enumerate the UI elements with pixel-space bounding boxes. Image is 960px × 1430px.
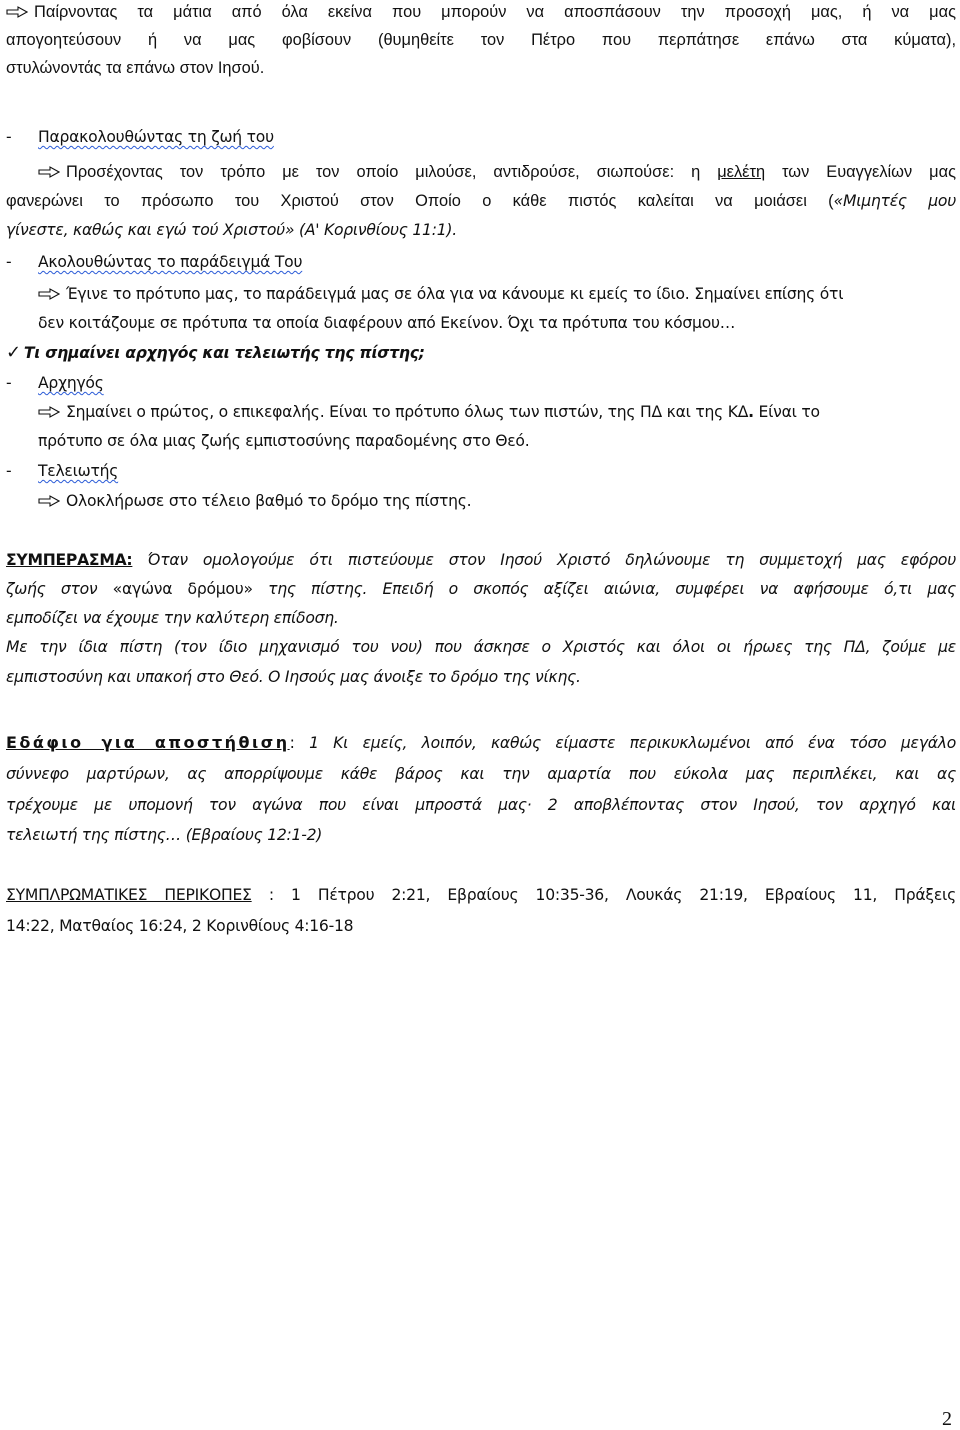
supplementary-line-2: 14:22, Ματθαίος 16:24, 2 Κορινθίους 4:16-18 <box>6 917 354 935</box>
leader-title: Αρχηγός <box>38 374 104 392</box>
conclusion-line-5: εμπιστοσύνη και υπακοή στο Θεό. Ο Ιησούς μας άνοιξε το δρόμο της νίκης. <box>6 668 581 686</box>
arrow-icon <box>6 6 28 18</box>
study-link[interactable]: μελέτη <box>717 163 766 181</box>
section-example-line-1: Έγινε το πρότυπο μας, το παράδειγμά μας σε όλα για να κάνουμε κι εμείς το ίδιο. Σημαίνει επίσης ότι <box>6 283 843 305</box>
intro-line-3: στυλώνοντάς τα επάνω στον Ιησού. <box>6 59 265 77</box>
intro-line-2: απογοητεύσουν ή να μας φοβίσουν (θυμηθείτε τον Πέτρο που περπάτησε επάνω στα κύματα), <box>6 31 956 49</box>
section-follow-title: Παρακολουθώντας τη ζωή του <box>38 128 274 146</box>
conclusion-line-1: ΣΥΜΠΕΡΑΣΜΑ: Όταν ομολογούμε ότι πιστεύουμε στον Ιησού Χριστό δηλώνουμε τη συμμετοχή μας εφόρου <box>6 551 956 569</box>
study-text-line-4: τελειωτή της πίστης… (Εβραίους 12:1-2) <box>6 826 323 844</box>
section-follow-line-3: γίνεστε, καθώς και εγώ τού Χριστού» (Α' Κορινθίους 11:1). <box>6 221 457 239</box>
supplementary-label: ΣΥΜΠΛΡΩΜΑΤΙΚΕΣ ΠΕΡΙΚΟΠΕΣ <box>6 886 252 904</box>
section-follow-line-1: Προσέχοντας τον τρόπο με τον οποίο μιλούσε, αντιδρούσε, σιωπούσε: η μελέτη των Ευαγγελίων μας <box>6 161 956 183</box>
conclusion-label: ΣΥΜΠΕΡΑΣΜΑ: <box>6 551 133 569</box>
study-text-line-1: Εδάφιο για αποστήθιση: 1 Κι εμείς, λοιπόν, καθώς είμαστε περικυκλωμένοι από ένα τόσο μεγάλο <box>6 733 957 752</box>
conclusion-line-3: εμποδίζει να έχουμε την καλύτερη επίδοση. <box>6 609 339 627</box>
arrow-icon <box>38 288 60 300</box>
leader-line-2: πρότυπο σε όλα μιας ζωής εμπιστοσύνης παραδομένης στο Θεό. <box>38 432 530 450</box>
section-follow-line-2: φανερώνει το πρόσωπο του Χριστού στον Οποίο ο κάθε πιστός καλείται να μοιάσει («Μιμητές μου <box>6 192 956 210</box>
question-line: ✓ Τι σημαίνει αρχηγός και τελειωτής της πίστης; <box>6 342 425 363</box>
leader-heading: - Αρχηγός <box>6 374 104 392</box>
leader-line-1: Σημαίνει ο πρώτος, ο επικεφαλής. Είναι το πρότυπο όλως των πιστών, της ΠΔ και της ΚΔ. Είναι το <box>6 401 820 423</box>
finisher-heading: - Τελειωτής <box>6 462 119 480</box>
arrow-icon <box>38 166 60 178</box>
conclusion-line-4: Με την ίδια πίστη (τον ίδιο μηχανισμό του νου) που άσκησε ο Χριστός και όλοι οι ήρωες της ΠΔ, ζούμε με <box>6 638 956 656</box>
supplementary-line-1: ΣΥΜΠΛΡΩΜΑΤΙΚΕΣ ΠΕΡΙΚΟΠΕΣ : 1 Πέτρου 2:21, Εβραίους 10:35-36, Λουκάς 21:19, Εβραίους 11, Πράξεις <box>6 886 956 904</box>
section-example-line-2: δεν κοιτάζουμε σε πρότυπα τα οποία διαφέρουν από Εκείνον. Όχι τα πρότυπα του κόσμου… <box>38 314 736 332</box>
study-text-label: Εδάφιο για αποστήθιση <box>6 733 290 752</box>
arrow-icon <box>38 406 60 418</box>
finisher-title: Τελειωτής <box>38 462 119 480</box>
study-text-line-3: τρέχουμε με υπομονή τον αγώνα που είναι μπροστά μας· 2 αποβλέποντας στον Ιησού, τον αρχηγό και <box>6 796 956 814</box>
conclusion-line-2: ζωής στον «αγώνα δρόμου» της πίστης. Επειδή ο σκοπός αξίζει αιώνια, συμφέρει να αφήσουμε ό,τι μας <box>6 580 956 598</box>
intro-line-1: Παίρνοντας τα μάτια από όλα εκείνα που μπορούν να αποσπάσουν την προσοχή μας, ή να μας <box>6 1 956 23</box>
check-icon: ✓ <box>6 342 21 363</box>
study-text-line-2: σύννεφο μαρτύρων, ας απορρίψουμε κάθε βάρος και την αμαρτία που εύκολα μας περιπλέκει, και ας <box>6 765 956 783</box>
arrow-icon <box>38 495 60 507</box>
section-follow-heading: - Παρακολουθώντας τη ζωή του <box>6 128 274 146</box>
section-example-heading: - Ακολουθώντας το παράδειγμά Του <box>6 253 303 271</box>
section-example-title: Ακολουθώντας το παράδειγμά Του <box>38 253 303 271</box>
finisher-line-1: Ολοκλήρωσε στο τέλειο βαθμό το δρόμο της πίστης. <box>6 490 471 512</box>
page-number: 2 <box>942 1408 952 1430</box>
